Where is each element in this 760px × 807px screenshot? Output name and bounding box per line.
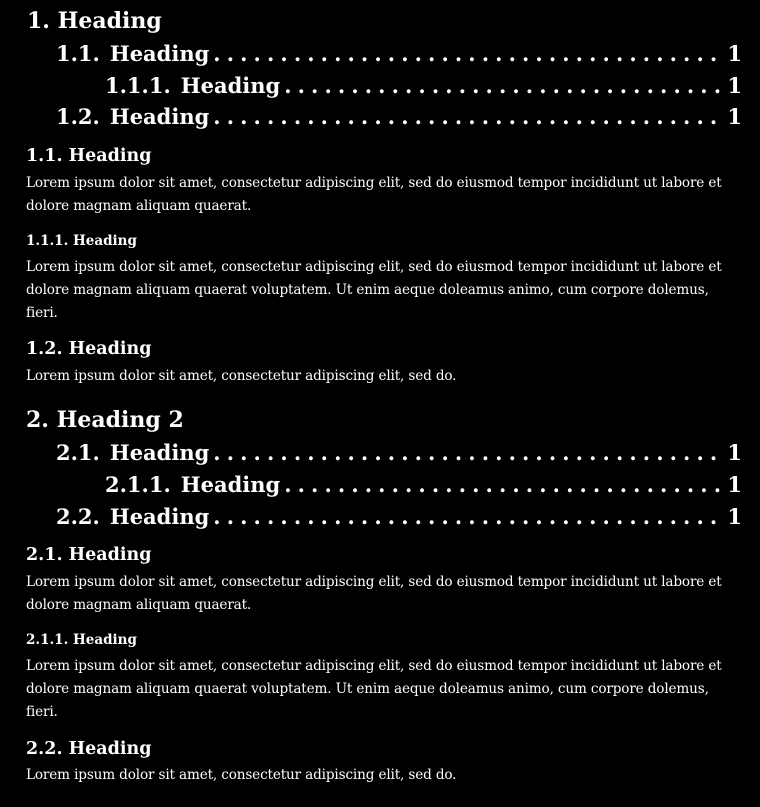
toc-entry-title: Heading	[109, 504, 210, 529]
body-paragraph: Lorem ipsum dolor sit amet, consectetur adipiscing elit, sed do eiusmod tempor incididunt ut labore et dolore magnam aliquam quaerat voluptatem. Ut enim aeque doleamus animo, cum corpore dolemus, fieri.	[26, 259, 722, 321]
toc-entry-number: 2.1.	[56, 440, 100, 465]
body-paragraph: Lorem ipsum dolor sit amet, consectetur adipiscing elit, sed do.	[26, 767, 457, 783]
section-heading: 2. Heading 2	[26, 407, 184, 433]
toc-entry-title: Heading	[180, 73, 281, 98]
subsubsection-heading: 2.1.1. Heading	[26, 632, 137, 648]
toc-entry-number: 1.2.	[56, 104, 100, 129]
toc-entry[interactable]	[26, 501, 742, 533]
toc-leader-dots	[213, 38, 723, 70]
toc-entry-title: Heading	[109, 440, 210, 465]
toc-leader-dots	[284, 70, 723, 102]
subsection-heading: 2.1. Heading	[26, 545, 152, 565]
toc-page-number: 1	[727, 440, 742, 465]
toc-entry-number: 2.2.	[56, 504, 100, 529]
toc-entry-number: 1.1.1.	[105, 73, 171, 98]
toc-entry[interactable]	[26, 101, 742, 133]
toc-entry[interactable]	[26, 469, 742, 501]
body-paragraph: Lorem ipsum dolor sit amet, consectetur adipiscing elit, sed do.	[26, 368, 457, 384]
toc-leader-dots	[284, 469, 723, 501]
toc-leader-dots	[213, 437, 723, 469]
toc-entry-number: 1.1.	[56, 41, 100, 66]
toc-page-number: 1	[727, 73, 742, 98]
toc-entry-title: Heading	[180, 472, 281, 497]
toc-entry-title: Heading	[109, 41, 210, 66]
body-paragraph: Lorem ipsum dolor sit amet, consectetur adipiscing elit, sed do eiusmod tempor incididunt ut labore et dolore magnam aliquam quaerat voluptatem. Ut enim aeque doleamus animo, cum corpore dolemus, fieri.	[26, 658, 722, 720]
subsection-heading: 2.2. Heading	[26, 739, 152, 759]
subsubsection-heading: 1.1.1. Heading	[26, 233, 137, 249]
section-heading: 1. Heading	[27, 8, 162, 34]
toc-leader-dots	[213, 501, 723, 533]
toc-leader-dots	[213, 101, 723, 133]
toc-entry[interactable]	[26, 38, 742, 70]
toc-page-number: 1	[727, 41, 742, 66]
body-paragraph: Lorem ipsum dolor sit amet, consectetur adipiscing elit, sed do eiusmod tempor incididunt ut labore et dolore magnam aliquam quaerat.	[26, 574, 722, 613]
toc-entry-title: Heading	[109, 104, 210, 129]
toc-entry[interactable]	[26, 70, 742, 102]
toc-entry-number: 2.1.1.	[105, 472, 171, 497]
subsection-heading: 1.1. Heading	[26, 146, 152, 166]
subsection-heading: 1.2. Heading	[26, 339, 152, 359]
toc-page-number: 1	[727, 472, 742, 497]
body-paragraph: Lorem ipsum dolor sit amet, consectetur adipiscing elit, sed do eiusmod tempor incididunt ut labore et dolore magnam aliquam quaerat.	[26, 175, 722, 214]
toc-entry[interactable]	[26, 437, 742, 469]
toc-page-number: 1	[727, 104, 742, 129]
toc-page-number: 1	[727, 504, 742, 529]
